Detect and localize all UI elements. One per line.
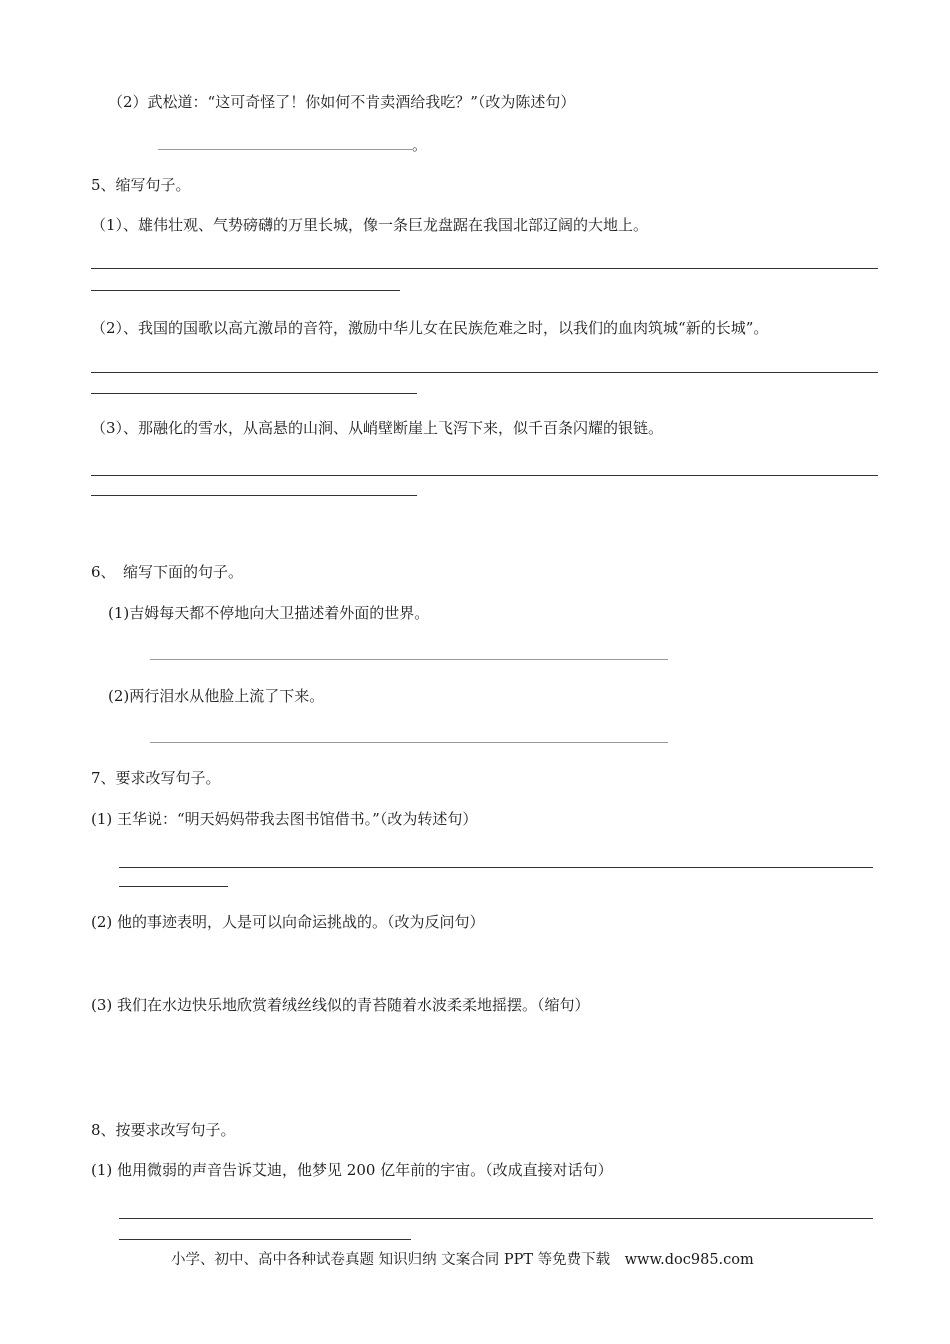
q5-item3-text: （3）、那融化的雪水，从高悬的山涧、从峭壁断崖上飞泻下来，似千百条闪耀的银链。	[91, 419, 664, 437]
q5-item2-text: （2）、我国的国歌以高亢激昂的音符，激励中华儿女在民族危难之时，以我们的血肉筑城“新的长城”。	[91, 319, 769, 337]
q8-item1-answer-line-2[interactable]	[119, 1239, 411, 1240]
q5-title: 5、缩写句子。	[91, 176, 191, 194]
q7-item1-text: (1) 王华说：“明天妈妈带我去图书馆借书。”（改为转述句）	[91, 810, 478, 828]
q5-item1-answer-line-2[interactable]	[91, 290, 400, 291]
q6-item2-answer-line[interactable]	[150, 742, 668, 743]
q6-item1-text: (1)吉姆每天都不停地向大卫描述着外面的世界。	[108, 604, 430, 622]
q4-item2-end-mark: 。	[412, 136, 428, 154]
q5-item3-answer-line-1[interactable]	[91, 475, 878, 476]
q5-item3-answer-line-2[interactable]	[91, 495, 417, 496]
q7-item2-text: (2) 他的事迹表明，人是可以向命运挑战的。（改为反问句）	[91, 913, 485, 931]
q7-item1-answer-line-1[interactable]	[119, 867, 873, 868]
q5-item1-answer-line-1[interactable]	[91, 268, 878, 269]
q4-item2-text: （2）武松道：“这可奇怪了！你如何不肯卖酒给我吃？”（改为陈述句）	[108, 93, 576, 111]
q6-title: 6、 缩写下面的句子。	[91, 563, 244, 581]
q6-item2-text: (2)两行泪水从他脸上流了下来。	[108, 687, 325, 705]
q8-title: 8、按要求改写句子。	[91, 1121, 236, 1139]
q5-item2-answer-line-1[interactable]	[91, 372, 878, 373]
q5-item1-text: （1）、雄伟壮观、气势磅礴的万里长城，像一条巨龙盘踞在我国北部辽阔的大地上。	[91, 216, 649, 234]
q6-item1-answer-line[interactable]	[150, 659, 668, 660]
q8-item1-answer-line-1[interactable]	[119, 1218, 873, 1219]
q8-item1-text: (1) 他用微弱的声音告诉艾迪，他梦见 200 亿年前的宇宙。（改成直接对话句）	[91, 1161, 613, 1179]
page-footer: 小学、初中、高中各种试卷真题 知识归纳 文案合同 PPT 等免费下载 www.doc985.com	[171, 1252, 754, 1268]
q5-item2-answer-line-2[interactable]	[91, 393, 417, 394]
q7-item3-text: (3) 我们在水边快乐地欣赏着绒丝线似的青苔随着水波柔柔地摇摆。（缩句）	[91, 996, 590, 1014]
q7-item1-answer-line-2[interactable]	[119, 886, 228, 887]
q4-item2-answer-line[interactable]	[158, 149, 412, 150]
q7-title: 7、要求改写句子。	[91, 769, 221, 787]
